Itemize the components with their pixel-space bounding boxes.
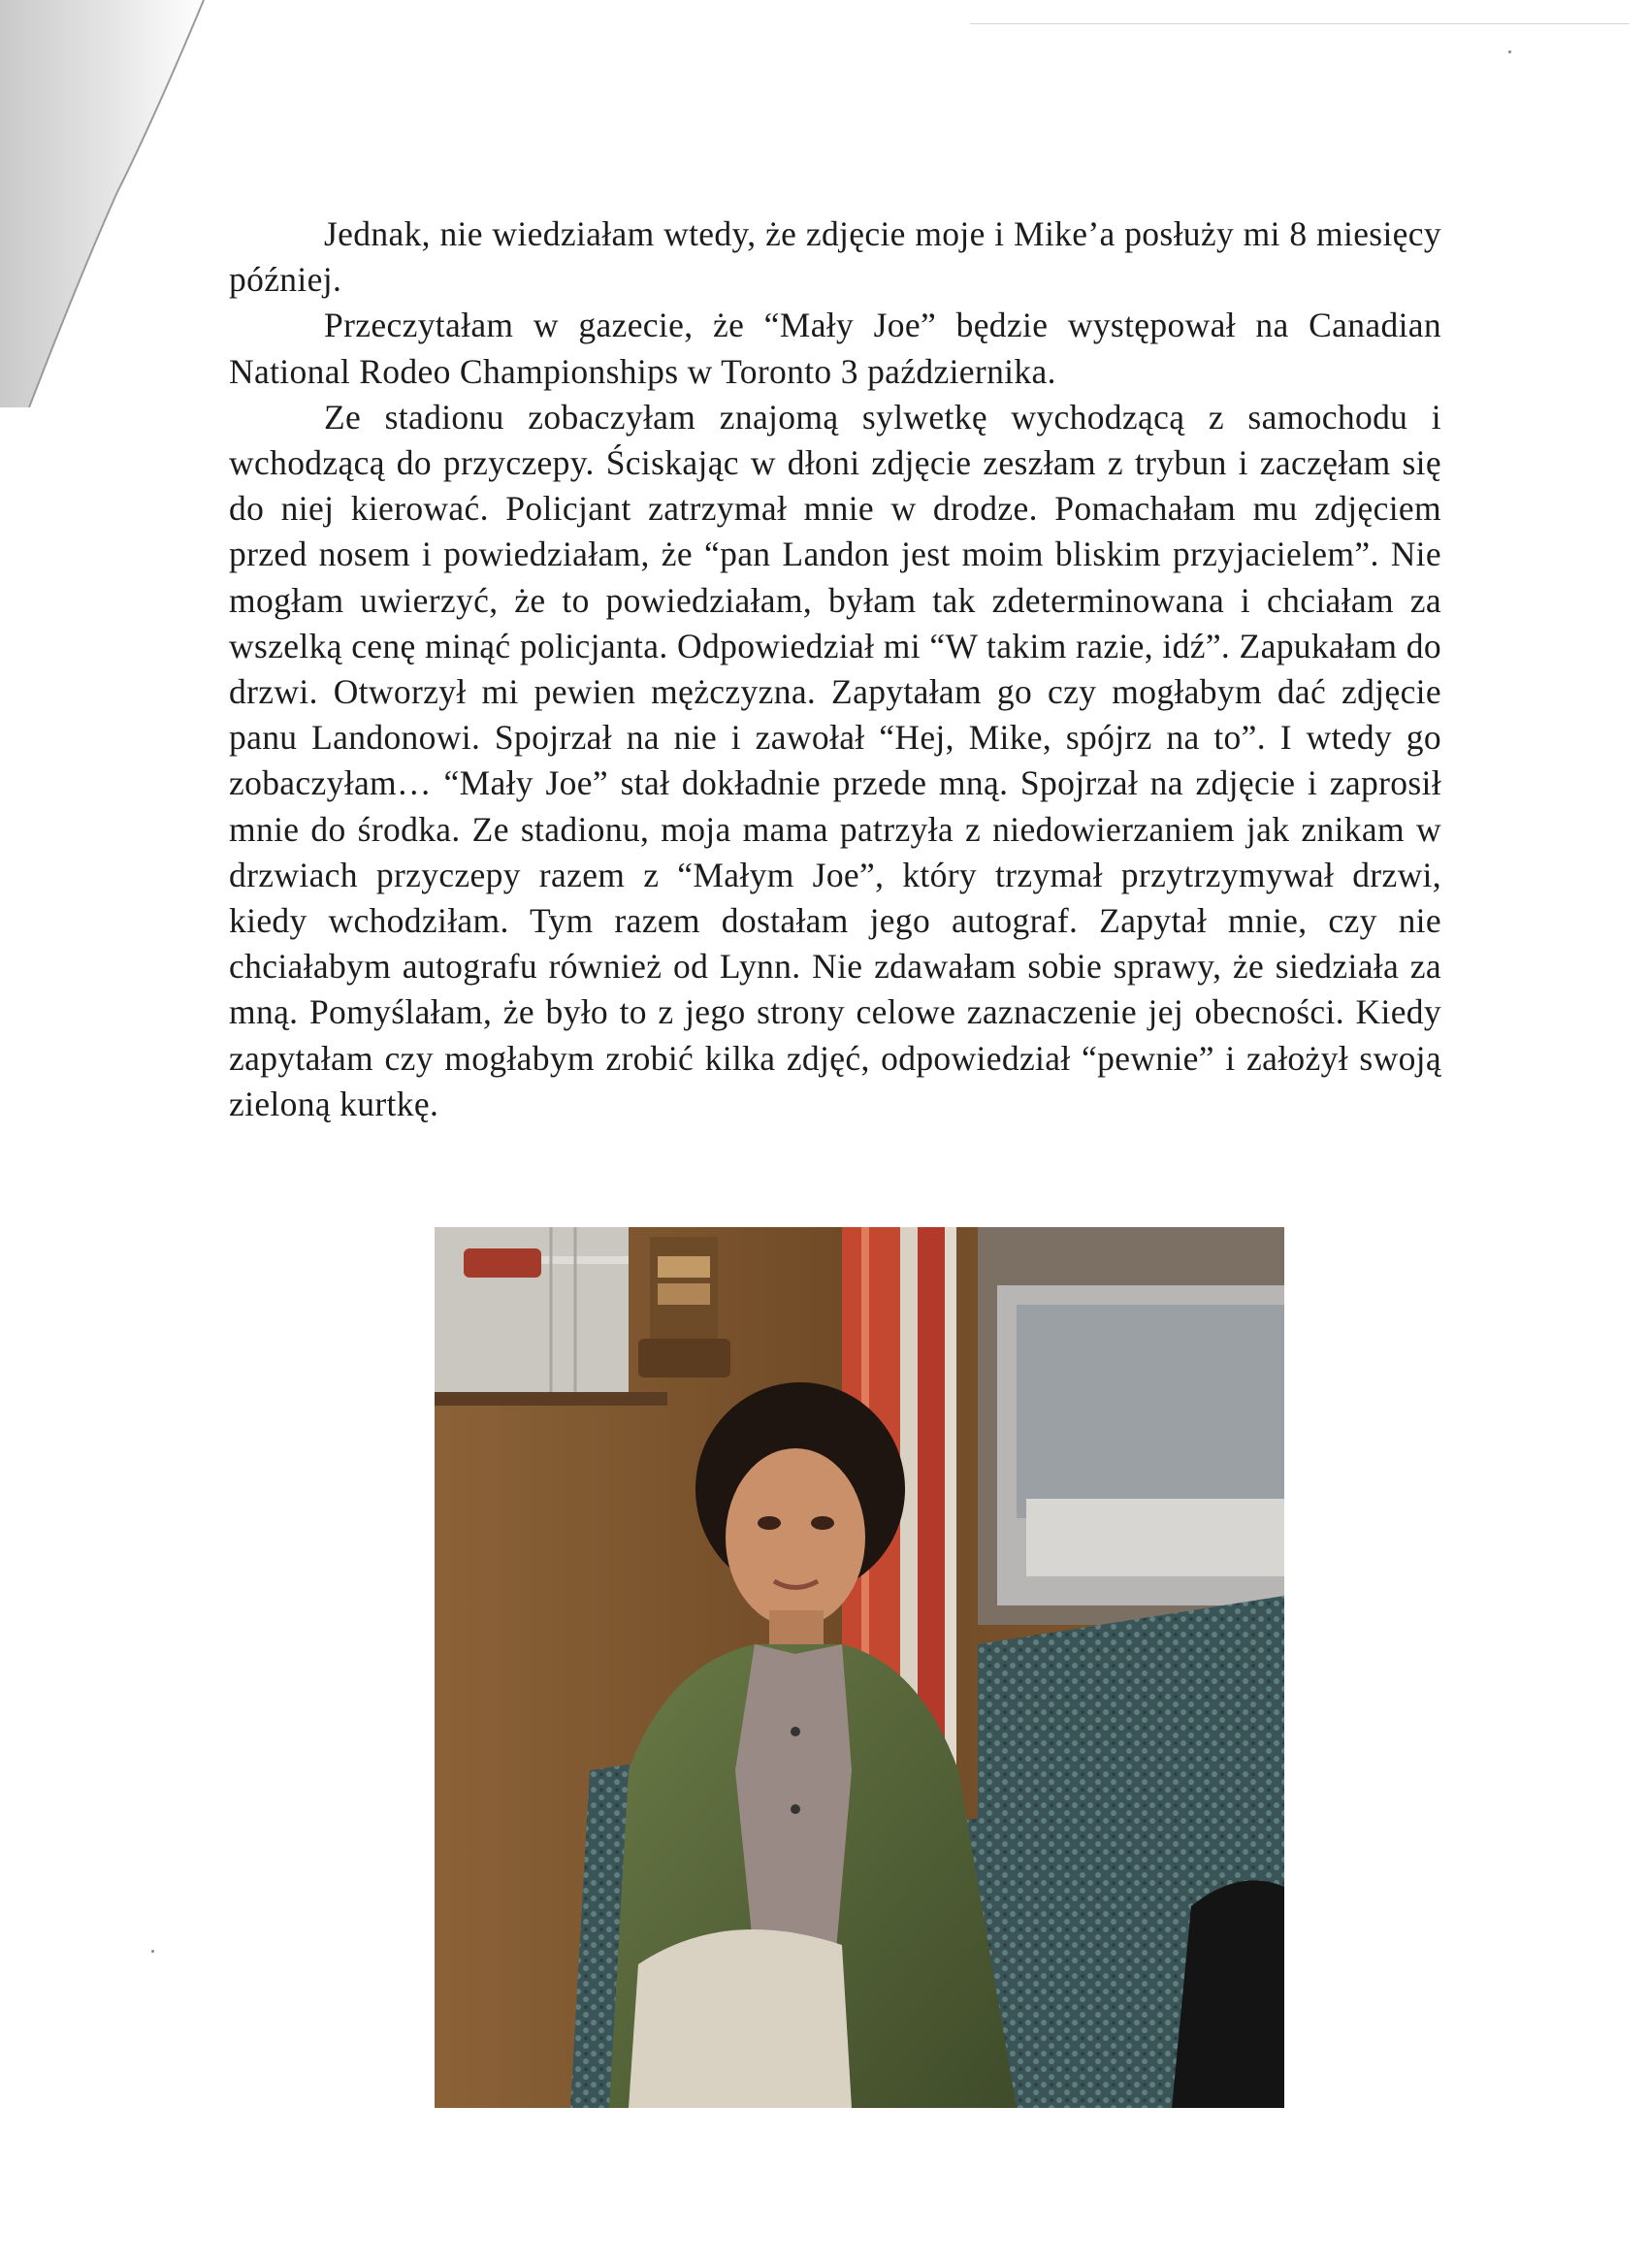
paragraph: Ze stadionu zobaczyłam znajomą sylwetkę wychodzącą z samochodu i wchodzącą do przyczepy. Ściskając w dłoni zdjęcie zeszłam z trybun i zaczęłam się do niej kierować. Policjant zatrzymał mnie w drodze. Pomachałam mu zdjęciem przed nosem i powiedziałam, że “pan Landon jest moim bliskim przyjacielem”. Nie mogłam uwierzyć, że to powiedziałam, byłam tak zdeterminowana i chciałam za wszelką cenę minąć policjanta. Odpowiedział mi “W takim razie, idź”. Zapukałam do drzwi. Otworzył mi pewien mężczyzna. Zapytałam go czy mogłabym dać zdjęcie panu Landonowi. Spojrzał na nie i zawołał “Hej, Mike, spójrz na to”. I wtedy go zobaczyłam… “Mały Joe” stał dokładnie przede mną. Spojrzał na zdjęcie i zaprosił mnie do środka. Ze stadionu, moja mama patrzyła z niedowierzaniem jak znikam w drzwiach przyczepy razem z “Małym Joe”, który trzymał przytrzymywał drzwi, kiedy wchodziłam. Tym razem dostałam jego autograf. Zapytał mnie, czy nie chciałabym autografu również od Lynn. Nie zdawałam sobie sprawy, że siedziała za mną. Pomyślałam, że było to z jego strony celowe zaznaczenie jej obecności. Kiedy zapytałam czy mogłabym zrobić kilka zdjęć, odpowiedział “pewnie” i założył swoją zieloną kurtkę. (229, 397, 1441, 1123)
body-text (229, 211, 1441, 1127)
paragraph: Jednak, nie wiedziałam wtedy, że zdjęcie moje i Mike’a posłuży mi 8 miesięcy później. (229, 214, 1441, 300)
photograph (435, 1227, 1284, 2108)
scan-speck (1508, 50, 1511, 53)
paragraph: Przeczytałam w gazecie, że “Mały Joe” będzie występował na Canadian National Rodeo Championships w Toronto 3 października. (229, 306, 1441, 391)
scan-edge-line (970, 23, 1630, 24)
scan-shadow (0, 0, 223, 407)
scan-speck (151, 1950, 154, 1953)
photograph-icon (435, 1227, 1284, 2108)
